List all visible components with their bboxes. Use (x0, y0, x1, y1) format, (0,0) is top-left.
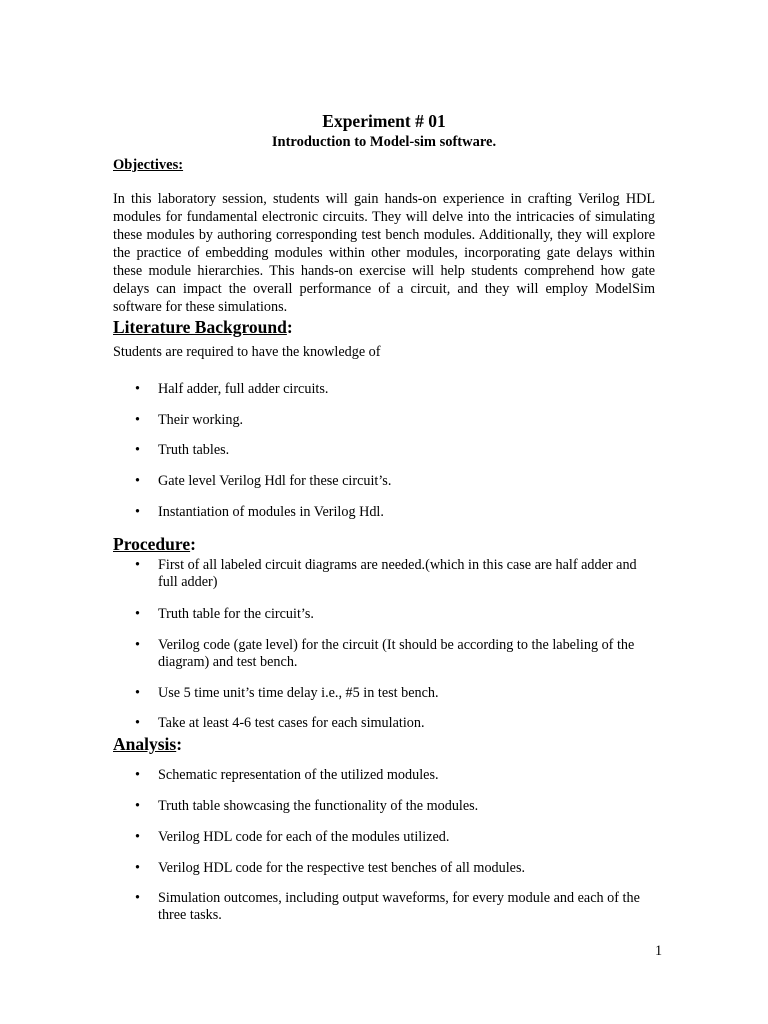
experiment-title: Experiment # 01 (322, 111, 446, 131)
list-item (135, 412, 655, 429)
bullet-icon: • (135, 473, 140, 489)
list-item-text: First of all labeled circuit diagrams are needed.(which in this case are half adder and full adder) (158, 557, 637, 590)
bullet-icon: • (135, 798, 140, 814)
page-number: 1 (655, 943, 663, 959)
list-item (135, 606, 655, 623)
bullet-icon: • (135, 715, 140, 731)
literature-lead: Students are required to have the knowledge of (113, 344, 381, 360)
bullet-icon: • (135, 557, 140, 573)
list-item-text: Half adder, full adder circuits. (158, 381, 329, 397)
analysis-heading-text: Analysis (113, 734, 177, 754)
objectives-heading: Objectives: (113, 157, 184, 173)
procedure-heading-colon: : (190, 534, 196, 554)
bullet-icon: • (135, 606, 140, 622)
list-item (135, 473, 655, 490)
procedure-heading (113, 533, 196, 555)
list-item-text: Truth table showcasing the functionality of the modules. (158, 798, 479, 814)
list-item (135, 715, 655, 732)
list-item-text: Instantiation of modules in Verilog Hdl. (158, 504, 384, 520)
list-item-text: Verilog HDL code for each of the modules utilized. (158, 829, 450, 845)
literature-heading (113, 316, 293, 338)
analysis-heading (113, 733, 182, 755)
list-item (135, 829, 655, 846)
literature-heading-text: Literature Background (113, 317, 287, 337)
bullet-icon: • (135, 637, 140, 653)
list-item (135, 798, 655, 815)
bullet-icon: • (135, 890, 140, 906)
bullet-icon: • (135, 685, 140, 701)
list-item-text: Gate level Verilog Hdl for these circuit’s. (158, 473, 392, 489)
list-item (135, 685, 655, 702)
bullet-icon: • (135, 504, 140, 520)
list-item-text: Use 5 time unit’s time delay i.e., #5 in test bench. (158, 685, 439, 701)
list-item (135, 890, 655, 924)
list-item (135, 442, 655, 459)
procedure-heading-text: Procedure (113, 534, 191, 554)
list-item-text: Take at least 4-6 test cases for each simulation. (158, 715, 425, 731)
bullet-icon: • (135, 860, 140, 876)
list-item (135, 504, 655, 521)
list-item (135, 860, 655, 877)
list-item (135, 767, 655, 784)
objectives-paragraph: In this laboratory session, students will gain hands-on experience in crafting Verilog HDL modules for fundamental electronic circuits. They will delve into the intricacies of simulating these modules by authoring corresponding test bench modules. Additionally, they will explore the practice of embedding modules within other modules, incorporating gate delays within these module hierarchies. This hands-on exercise will help students comprehend how gate delays can impact the overall performance of a circuit, and they will employ ModelSim software for these simulations. (113, 191, 655, 315)
experiment-subtitle: Introduction to Model-sim software. (271, 134, 497, 150)
bullet-icon: • (135, 381, 140, 397)
list-item-text: Verilog HDL code for the respective test benches of all modules. (158, 860, 526, 876)
list-item-text: Truth table for the circuit’s. (158, 606, 314, 622)
list-item-text: Truth tables. (158, 442, 230, 458)
list-item-text: Schematic representation of the utilized modules. (158, 767, 439, 783)
bullet-icon: • (135, 829, 140, 845)
bullet-icon: • (135, 412, 140, 428)
bullet-icon: • (135, 767, 140, 783)
list-item-text: Their working. (158, 412, 244, 428)
list-item-text: Verilog code (gate level) for the circuit (It should be according to the labeling of the diagram) and test bench. (158, 637, 635, 670)
list-item (135, 381, 655, 398)
list-item (135, 637, 655, 671)
list-item (135, 557, 655, 591)
list-item-text: Simulation outcomes, including output waveforms, for every module and each of the three tasks. (158, 890, 640, 923)
analysis-heading-colon: : (176, 734, 183, 754)
bullet-icon: • (135, 442, 140, 458)
literature-heading-colon: : (286, 317, 293, 337)
